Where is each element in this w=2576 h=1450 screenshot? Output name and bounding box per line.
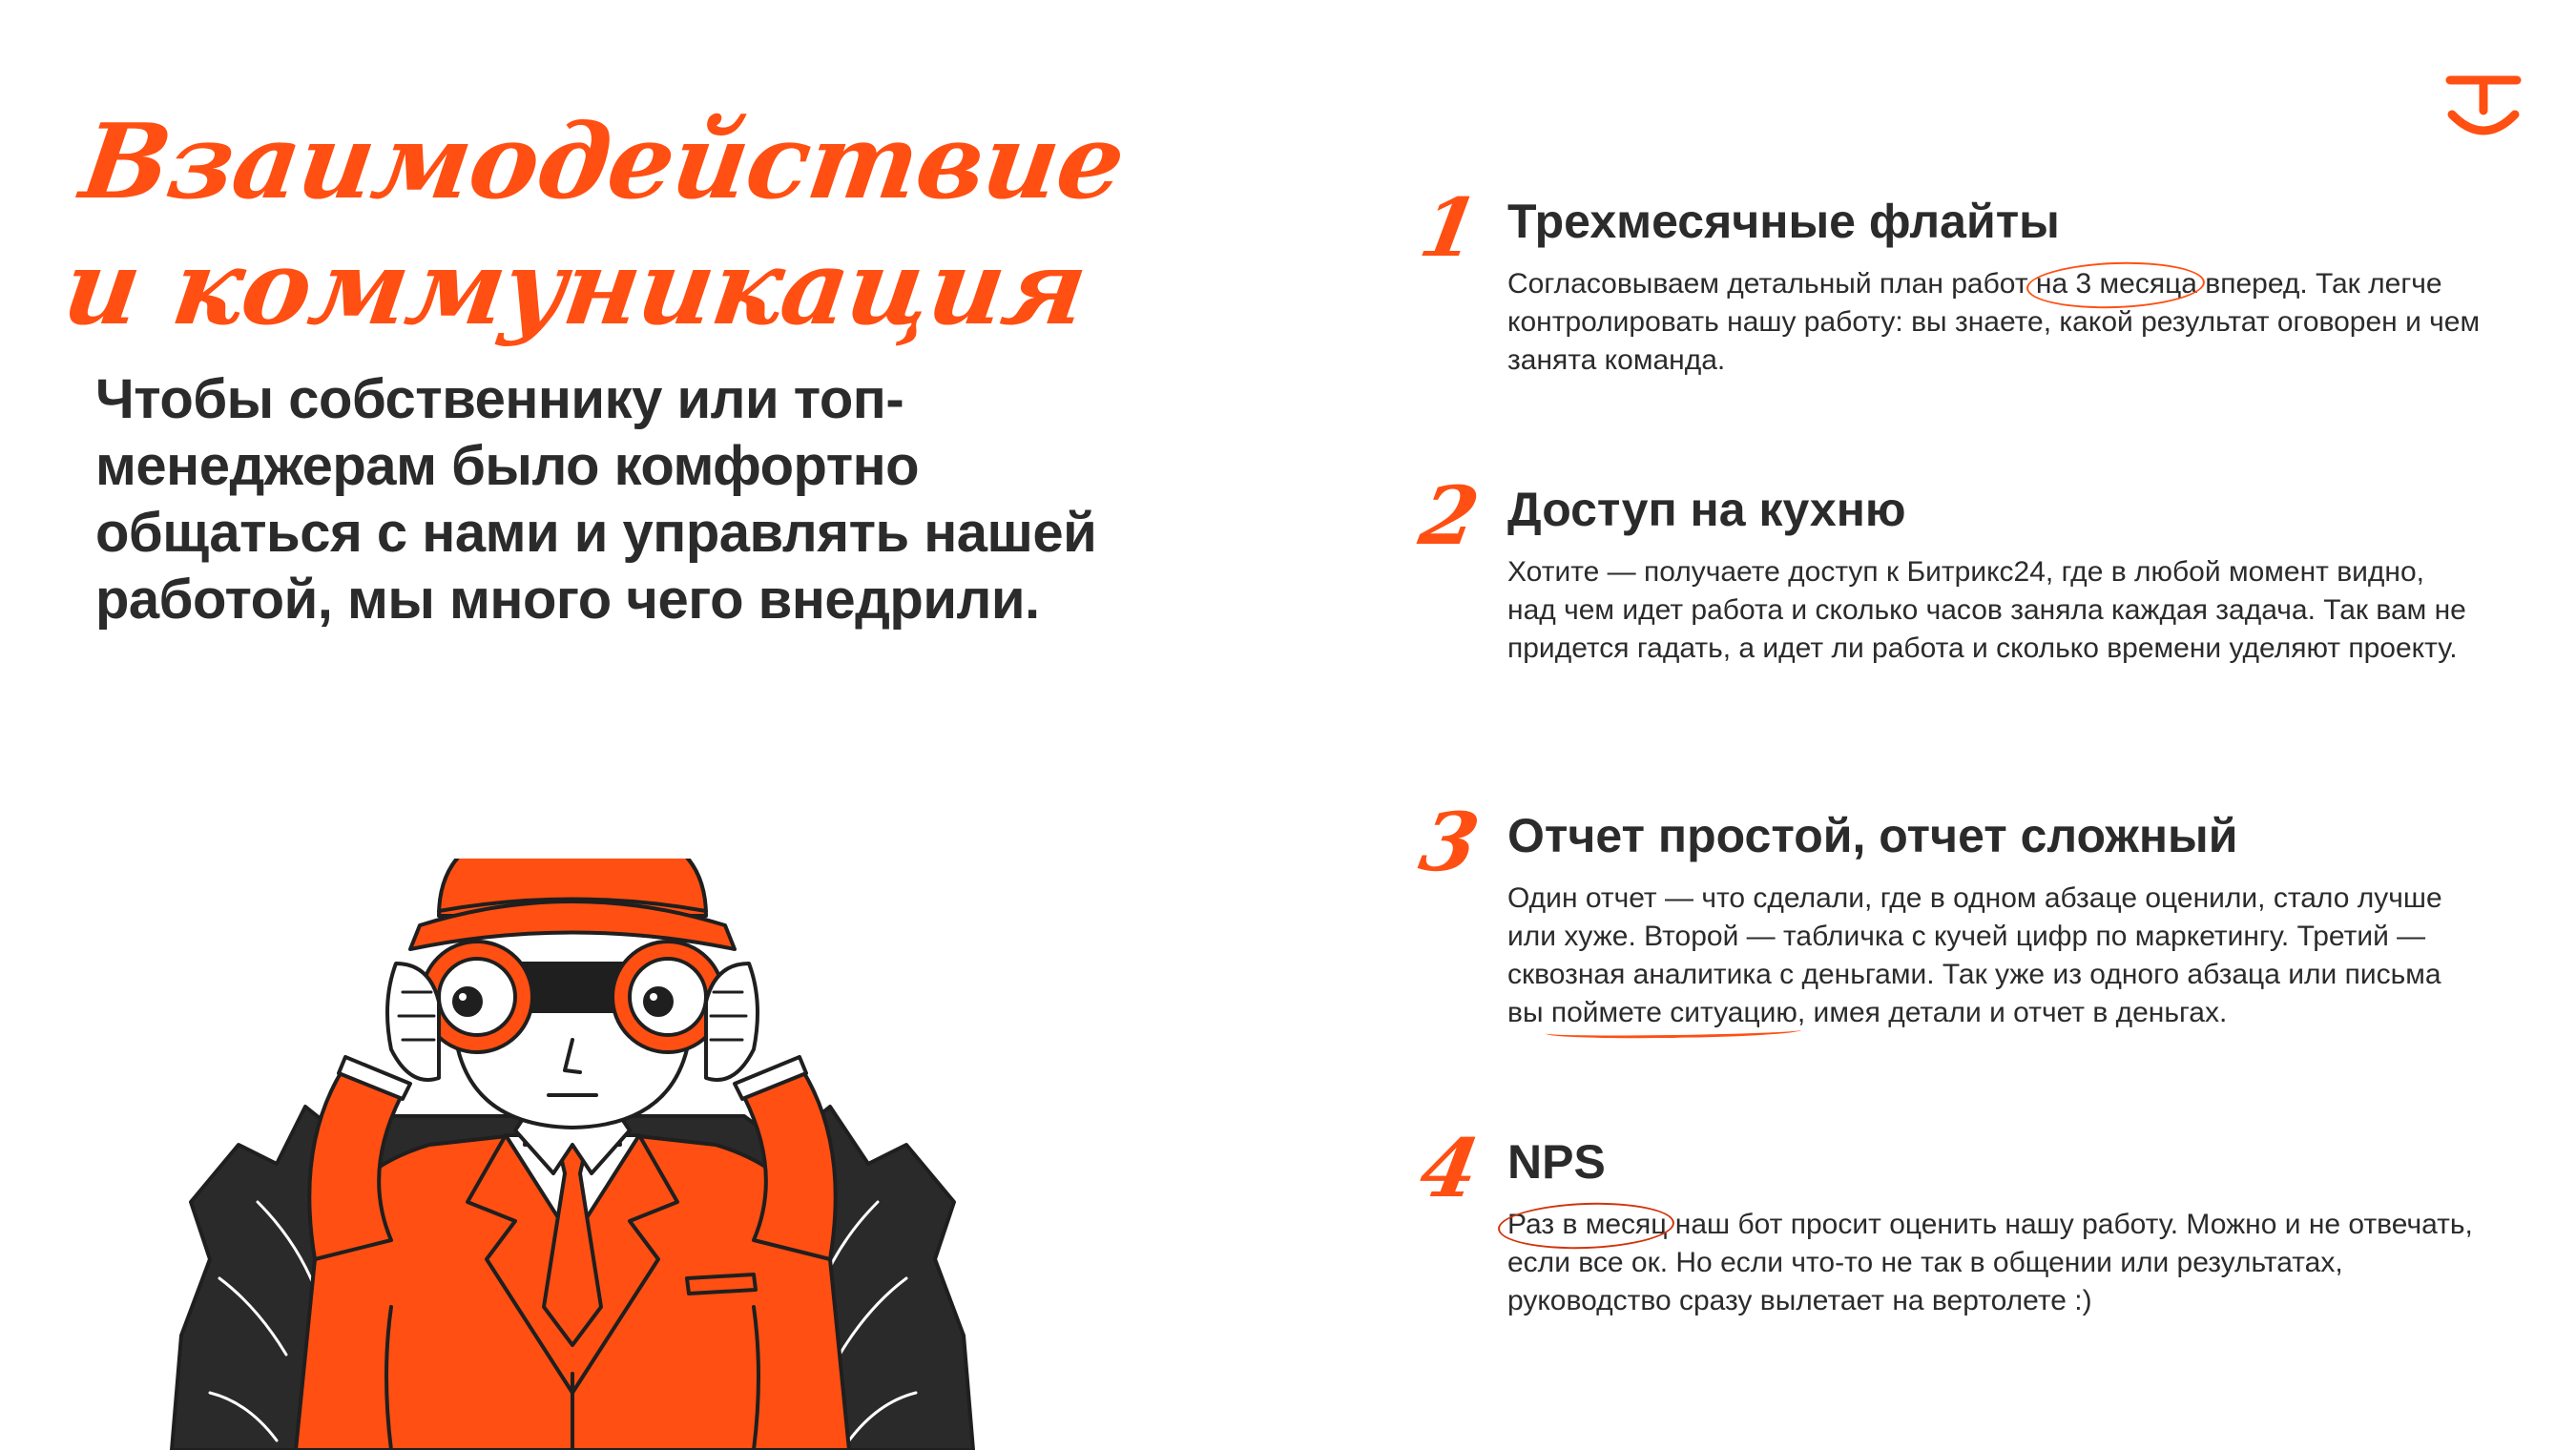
brand-logo-icon (2444, 72, 2523, 139)
page-title (56, 99, 1132, 351)
circled-highlight: Раз в месяц (1507, 1206, 1667, 1244)
text-part: наш бот просит оценить нашу работу. Можно и не отвечать, если все ок. Но если что-то не так в общении или результатах, руководство сразу вылетает на вертолете :) (1507, 1209, 2473, 1316)
circled-highlight: на 3 месяца (2036, 265, 2197, 303)
item-number: 2 (1413, 468, 1486, 563)
title-line-1: Взаимодействие (73, 102, 1132, 222)
binoculars-man-illustration (153, 859, 992, 1450)
text-part: , имея детали и отчет в деньгах. (1797, 997, 2228, 1028)
item-title: Трехмесячные флайты (1507, 195, 2060, 248)
underlined-highlight: поймете ситуацию (1551, 994, 1797, 1032)
item-description: Хотите — получаете доступ к Битрикс24, где в любой момент видно, над чем идет работа и сколько часов заняла каждая задача. Так вам не придется гадать, а идет ли работа и сколько времени уделяют проекту. (1507, 556, 2466, 664)
item-number: 3 (1413, 795, 1486, 889)
text-part: вперед. Так легче контролировать нашу работу: вы знаете, какой результат оговорен и чем занята команда. (1507, 268, 2481, 376)
title-line-2: и коммуникация (56, 228, 1093, 348)
item-number: 4 (1413, 1121, 1486, 1215)
lead-paragraph: Чтобы собственнику или топ-менеджерам было комфортно общаться с нами и управлять нашей работой, мы много чего внедрили. (95, 368, 1097, 631)
item-number: 1 (1413, 180, 1486, 275)
item-title: Отчет простой, отчет сложный (1507, 809, 2238, 862)
item-description (1507, 880, 2481, 1032)
text-part: Согласовываем детальный план работ (1507, 268, 2036, 300)
text-part: Один отчет — что сделали, где в одном абзаце оценили, стало лучше или хуже. Второй — табличка с кучей цифр по маркетингу. Третий — сквозная аналитика с деньгами. Так уже из одного абзаца или письма вы (1507, 882, 2442, 1028)
item-title: NPS (1507, 1135, 1606, 1189)
item-description (1507, 265, 2481, 380)
item-description (1507, 1206, 2481, 1320)
item-title: Доступ на кухню (1507, 483, 1906, 536)
